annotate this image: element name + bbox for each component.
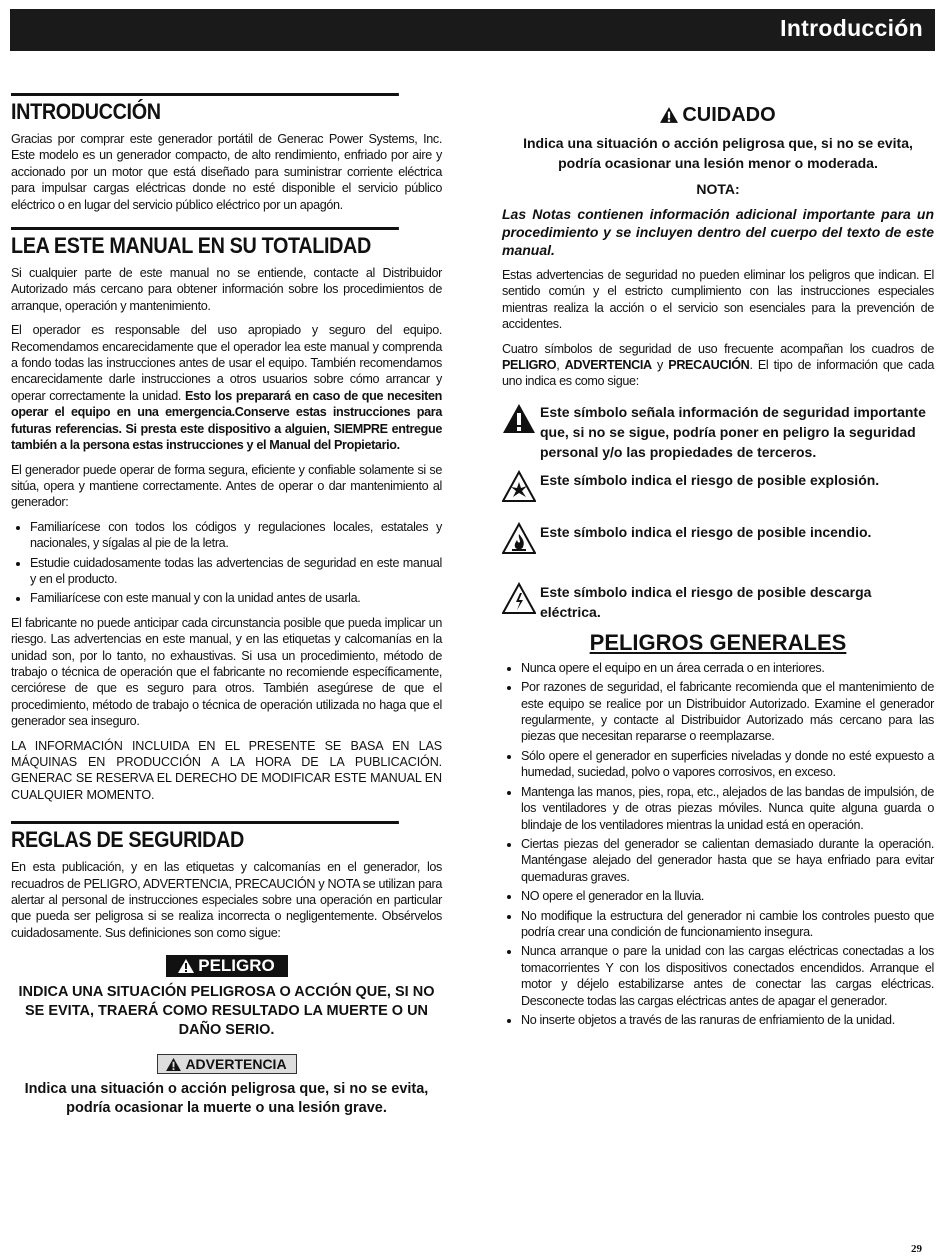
cuidado-label-text: CUIDADO [682,104,776,126]
right-p2-sep2: y [651,358,669,373]
manual-p1: Si cualquier parte de este manual no se entiende, contacte al Distribuidor Autorizado más cercano para obtener información sobre los procedimientos de arranque, operación y mantenimiento. [11,266,442,313]
reglas-title: REGLAS DE SEGURIDAD [11,821,399,853]
list-item: • Mantenga las manos, pies, ropa, etc., alejados de las bandas de impulsión, de los ventiladores y de otras piezas móviles. Nunca quite alguna guarda o blindaje de los ventiladores mientras la unidad está en operación. [521,784,934,833]
page-number: 29 [911,1243,922,1255]
reglas-section [11,821,442,1118]
warning-triangle-icon [166,1058,181,1071]
list-item: • No inserte objetos a través de las ranuras de enfriamiento de la unidad. [521,1012,934,1028]
right-column [502,104,934,1036]
list-item: • Sólo opere el generador en superficies niveladas y donde no esté expuesto a humedad, suciedad, polvo o vapores corrosivos, en exceso. [521,748,934,781]
advertencia-label [157,1054,297,1074]
right-p2-advertencia: ADVERTENCIA [564,358,652,373]
electric-shock-icon [502,582,536,616]
peligro-label-text: PELIGRO [198,956,275,976]
intro-body: Gracias por comprar este generador portátil de Generac Power Systems, Inc. Este modelo es un generador compacto, de alto rendimiento, enfriado por aire y accionado por un motor que está diseñado para suministrar corriente eléctrica para impulsar cargas eléctricas donde no esté disponible el servicio público eléctrico o en lugar del servicio público eléctrico por un apagón. [11,132,442,212]
symbol-text-shock: Este símbolo indica el riesgo de posible descarga eléctrica. [540,583,872,620]
right-p2-peligro: PELIGRO [502,358,557,373]
manual-p3: El generador puede operar de forma segura, eficiente y confiable solamente si se sitúa, opera y mantiene correctamente. Antes de operar o dar mantenimiento al generador: [11,462,442,510]
advertencia-text: Indica una situación o acción peligrosa que, si no se evita, podría ocasionar la muerte o una lesión grave. [24,1081,429,1117]
left-column [11,93,442,1118]
list-item: • Ciertas piezas del generador se calientan demasiado durante la operación. Manténgase alejado del generador hasta que se haya enfriado para evitar quemaduras graves. [521,836,934,885]
manual-p2 [11,322,442,453]
right-p1: Estas advertencias de seguridad no pueden eliminar los peligros que indican. El sentido común y el estricto cumplimiento con las instrucciones especiales mientras realiza la acción o el servicio son esenciales para la prevención de accidentes. [502,268,934,332]
list-item: • Familiarícese con todos los códigos y regulaciones locales, estatales y nacionales, y sígalas al pie de la letra. [30,519,442,552]
manual-title: LEA ESTE MANUAL EN SU TOTALIDAD [11,227,399,259]
right-p2-a: Cuatro símbolos de seguridad de uso frecuente acompañan los cuadros de [502,341,934,356]
nota-text: Las Notas contienen información adicional importante para un procedimiento y se incluyen dentro del cuerpo del texto de este manual. [502,206,934,258]
advertencia-label-text: ADVERTENCIA [185,1056,287,1073]
right-p2 [502,341,934,390]
symbol-text-safety: Este símbolo señala información de seguridad importante que, si no se sigue, podría poner en peligro la seguridad personal y/o las propiedades de terceros. [540,403,926,460]
list-item: • Nunca arranque o pare la unidad con las cargas eléctricas conectadas a los tomacorrientes Y con los dispositivos conectados encendidos. Arranque el motor y déjelo estabilizarse antes de conectar las cargas eléctricas. Desconecte todas las cargas eléctricas antes de apagar el generador. [521,943,934,1009]
manual-section [11,227,442,803]
nota-label: NOTA: [696,181,740,197]
peligro-text: INDICA UNA SITUACIÓN PELIGROSA O ACCIÓN QUE, SI NO SE EVITA, TRAERÁ COMO RESULTADO LA MUERTE O UN DAÑO SERIO. [18,984,435,1039]
header-bar [10,9,935,51]
list-item: • Estudie cuidadosamente todas las advertencias de seguridad en este manual y en el producto. [30,555,442,588]
list-item: • Familiarícese con este manual y con la unidad antes de usarla. [30,590,442,606]
fire-icon [502,522,536,556]
intro-title: INTRODUCCIÓN [11,93,399,125]
symbol-row-explosion [502,470,934,504]
manual-p2-bold: Esto los preparará en caso de que necesiten operar el equipo en una emergencia.Conserve estas instrucciones para futuras referencias. Si presta este dispositivo a alguien, SIEMPRE entregue también a la persona estas instrucciones y el Manual del Propietario. [11,388,442,453]
manual-bullet-list [11,519,442,607]
symbol-row-safety [502,402,934,462]
cuidado-label [502,104,934,127]
peligros-title: PELIGROS GENERALES [589,629,847,655]
symbol-text-fire: Este símbolo indica el riesgo de posible incendio. [540,523,872,540]
symbol-row-shock [502,582,934,622]
list-item: • No modifique la estructura del generador ni cambie los controles puesto que podría crear una condición de funcionamiento insegura. [521,908,934,941]
manual-p4: El fabricante no puede anticipar cada circunstancia posible que pueda implicar un riesgo. Las advertencias en este manual, y en las etiquetas y calcomanías en la unidad son, por lo tanto, no exhaustivas. Si usa un procedimiento, método de trabajo o técnica de operación que el fabricante no recomiende específicamente, cerciórese de que es seguro para otros. También asegúrese de que el procedimiento, método de trabajo o técnica de operación utilizada no haga que el generador sea inseguro. [11,615,442,729]
manual-p5: LA INFORMACIÓN INCLUIDA EN EL PRESENTE SE BASA EN LAS MÁQUINAS EN PRODUCCIÓN A LA HORA DE LA PUBLICACIÓN. GENERAC SE RESERVA EL DERECHO DE MODIFICAR ESTE MANUAL EN CUALQUIER MOMENTO. [11,738,442,802]
right-p2-sep1: , [556,358,565,373]
warning-triangle-icon [660,107,678,123]
list-item: • Por razones de seguridad, el fabricante recomienda que el mantenimiento de este equipo se realice por un Distribuidor Autorizado. Examine el generador regularmente, y contacte al Distribuidor Autorizado más cercano para las piezas que necesitan repararse o reemplazarse. [521,679,934,745]
safety-alert-icon [502,402,536,436]
peligros-list [502,660,934,1029]
intro-section [11,93,442,213]
symbol-text-explosion: Este símbolo indica el riesgo de posible explosión. [540,471,880,488]
warning-triangle-icon [178,959,194,973]
symbols-list [502,402,934,622]
explosion-icon [502,470,536,504]
list-item: • Nunca opere el equipo en un área cerrada o en interiores. [521,660,934,676]
cuidado-text: Indica una situación o acción peligrosa que, si no se evita, podría ocasionar una lesión menor o moderada. [523,135,913,171]
right-p2-c: . El tipo de información que cada uno indica es como sigue: [502,358,934,389]
reglas-body: En esta publicación, y en las etiquetas y calcomanías en el generador, los recuadros de PELIGRO, ADVERTENCIA, PRECAUCIÓN y NOTA se utilizan para alertar al personal de instrucciones especiales sobre una operación en particular que pueda ser peligrosa si se realiza incorrecta o negligentemente. Obsérvelos cuidadosamente. Sus definiciones son como sigue: [11,860,442,940]
page-title: Introducción [780,15,923,41]
list-item: • NO opere el generador en la lluvia. [521,888,934,904]
symbol-row-fire [502,522,934,556]
manual-p2-text: El operador es responsable del uso apropiado y seguro del equipo. Recomendamos encarecidamente que el operador lea este manual y comprenda a fondo todas las instrucciones antes de usar el equipo. También recomendamos encarecidamente darle instrucciones a otros usuarios sobre cómo arrancar y operar correctamente la unidad. [11,323,442,403]
right-p2-precaucion: PRECAUCIÓN [668,358,750,373]
peligro-label [166,955,288,977]
